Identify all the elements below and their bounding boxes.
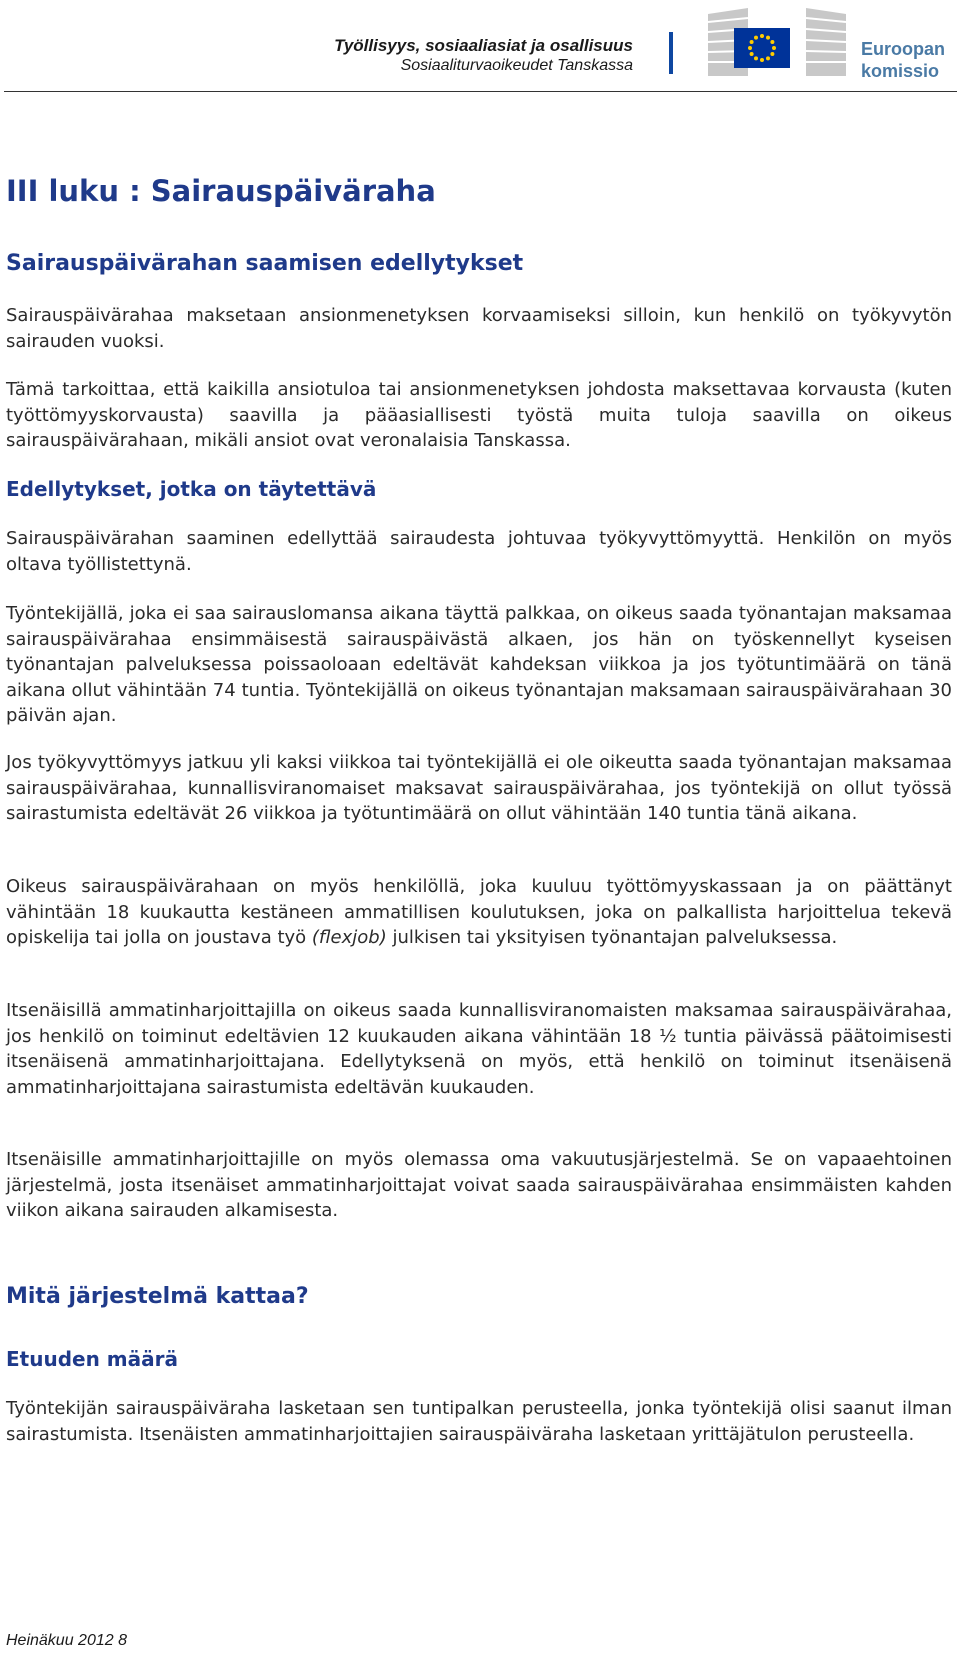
header-rule xyxy=(4,91,957,92)
paragraph-5: Jos työkyvyttömyys jatkuu yli kaksi viikkoa tai työntekijällä ei ole oikeutta saada työnantajan maksamaa sairauspäivärahaa, kunnallisviranomaiset maksavat sairauspäivärahaa, jos työntekijä on ollut työssä sairastumista edeltävät 26 viikkoa ja työtuntimäärä on ollut vähintään 140 tuntia tänä aikana. xyxy=(6,752,952,824)
paragraph-6-text-a: Oikeus sairauspäivärahaan on myös henkilöllä, joka kuuluu työttömyyskassaan ja on päättänyt vähintään 18 kuukautta kestäneen ammatillisen koulutuksen, joka on palkallista harjoittelua tekevä opiskelija tai jolla on joustava työ xyxy=(6,876,952,948)
section-heading-coverage: Mitä järjestelmä kattaa? xyxy=(6,1284,309,1309)
paragraph-6-flexjob: (flexjob) xyxy=(311,927,387,948)
paragraph-6 xyxy=(6,874,952,951)
paragraph-4: Työntekijällä, joka ei saa sairauslomansa aikana täyttä palkkaa, on oikeus saada työnantajan maksamaa sairauspäivärahaa ensimmäisestä sairauspäivästä alkaen, jos hän on työskennellyt kyseisen työnantajan palveluksessa poissaoloaan edeltävät kahdeksan viikkoa ja jos työtuntimäärä on tänä aikana ollut vähintään 74 tuntia. Työntekijällä on oikeus työnantajan maksamaan sairauspäivärahaan 30 päivän ajan. xyxy=(6,603,952,726)
subheading-requirements: Edellytykset, jotka on täytettävä xyxy=(6,477,377,501)
paragraph-6-text-b: julkisen tai yksityisen työnantajan palveluksessa. xyxy=(386,927,838,948)
paragraph-8: Itsenäisille ammatinharjoittajille on myös olemassa oma vakuutusjärjestelmä. Se on vapaaehtoinen järjestelmä, josta itsenäiset ammatinharjoittajat voivat saada sairauspäivärahaa ensimmäisten kahden viikon aikana sairauden alkamisesta. xyxy=(6,1149,952,1221)
ec-logo-line2: komissio xyxy=(861,61,940,81)
header-subtitle: Sosiaaliturvaoikeudet Tanskassa xyxy=(400,57,633,74)
ec-logo-wordmark xyxy=(861,38,945,82)
paragraph-2: Tämä tarkoittaa, että kaikilla ansiotuloa tai ansionmenetyksen johdosta maksettavaa korvausta (kuten työttömyyskorvausta) saavilla ja pääasiallisesti työstä muita tuloja saavilla on oikeus sairauspäivärahaan, mikäli ansiot ovat veronalaisia Tanskassa. xyxy=(6,379,952,451)
paragraph-1: Sairauspäivärahaa maksetaan ansionmenetyksen korvaamiseksi silloin, kun henkilö on työkyvytön sairauden vuoksi. xyxy=(6,305,952,352)
page-header xyxy=(0,0,960,92)
ec-logo-line1: Euroopan xyxy=(861,39,945,59)
paragraph-9: Työntekijän sairauspäiväraha lasketaan sen tuntipalkan perusteella, jonka työntekijä olisi saanut ilman sairastumista. Itsenäisten ammatinharjoittajien sairauspäiväraha lasketaan yrittäjätulon perusteella. xyxy=(6,1398,952,1445)
berlaymont-building-icon xyxy=(708,6,858,78)
subheading-benefit-amount: Etuuden määrä xyxy=(6,1347,178,1371)
header-title: Työllisyys, sosiaaliasiat ja osallisuus xyxy=(334,36,633,55)
chapter-title: III luku : Sairauspäiväraha xyxy=(6,174,436,208)
paragraph-3: Sairauspäivärahan saaminen edellyttää sairaudesta johtuvaa työkyvyttömyyttä. Henkilön on myös oltava työllistettynä. xyxy=(6,528,952,575)
header-text-block xyxy=(334,36,633,76)
page-footer: Heinäkuu 2012 8 xyxy=(6,1632,127,1649)
header-separator xyxy=(669,32,673,74)
section-heading-conditions: Sairauspäivärahan saamisen edellytykset xyxy=(6,251,524,276)
paragraph-7: Itsenäisillä ammatinharjoittajilla on oikeus saada kunnallisviranomaisten maksamaa sairauspäivärahaa, jos henkilö on toiminut edeltävien 12 kuukauden aikana vähintään 18 ½ tuntia päivässä päätoimisesti itsenäisenä ammatinharjoittajana. Edellytyksenä on myös, että henkilö on toiminut itsenäisenä ammatinharjoittajana sairastumista edeltävän kuukauden. xyxy=(6,1000,952,1098)
european-commission-logo xyxy=(708,6,960,81)
